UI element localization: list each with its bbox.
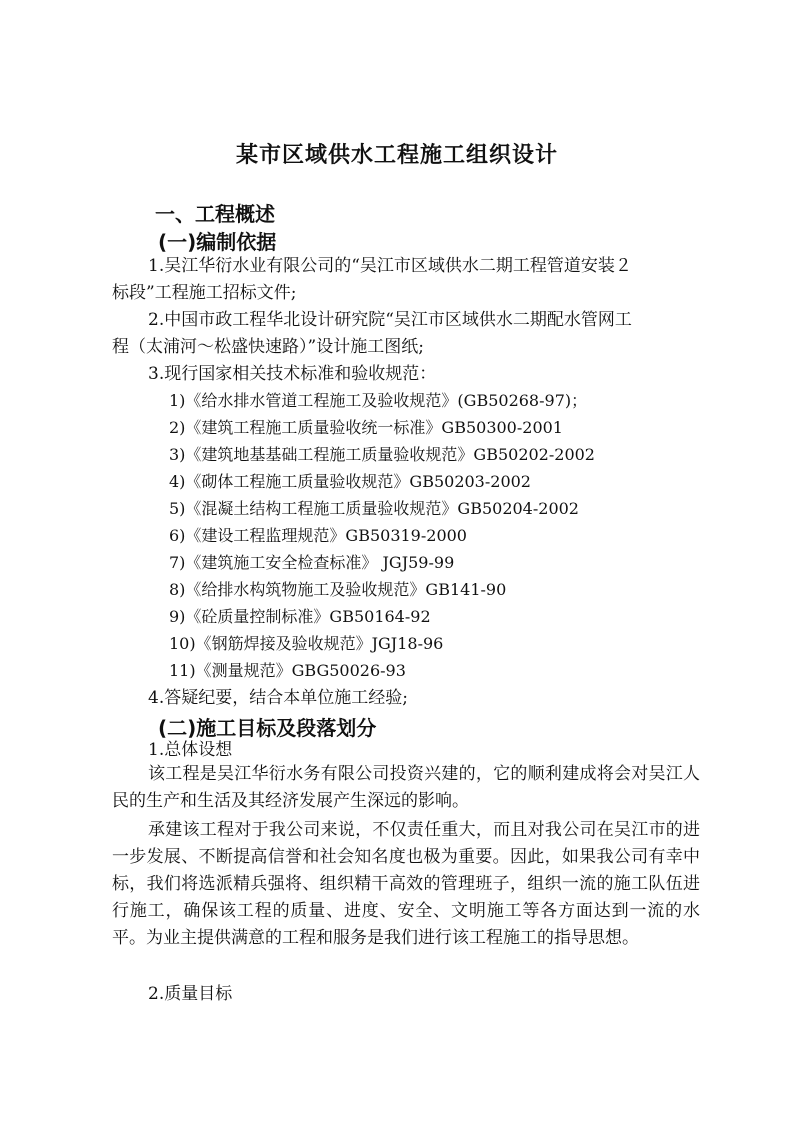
standard-item: 2)《建筑工程施工质量验收统一标准》GB50300-2001	[169, 418, 563, 437]
basis-line-4: 程（太浦河～松盛快速路）”设计施工图纸;	[112, 337, 424, 357]
quality-goal-heading: 2.质量目标	[148, 984, 233, 1004]
standard-item: 4)《砌体工程施工质量验收规范》GB50203-2002	[169, 472, 531, 491]
standard-item: 8)《给排水构筑物施工及验收规范》GB141-90	[169, 580, 507, 599]
section-heading-overview: 一、工程概述	[155, 202, 275, 226]
standard-item: 3)《建筑地基基础工程施工质量验收规范》GB50202-2002	[169, 445, 595, 464]
standard-item: 9)《砼质量控制标准》GB50164-92	[169, 607, 431, 626]
overall-plan-heading: 1.总体设想	[148, 740, 233, 760]
paragraph-commitment: 承建该工程对于我公司来说，不仅责任重大，而且对我公司在吴江市的进一步发展、不断提高信誉和社会知名度也极为重要。因此，如果我公司有幸中标，我们将选派精兵强将、组织精干高效的管理班子，组织一流的施工队伍进行施工，确保该工程的质量、进度、安全、文明施工等各方面达到一流的水平。为业主提供满意的工程和服务是我们进行该工程施工的指导思想。	[112, 820, 700, 948]
standard-item: 6)《建设工程监理规范》GB50319-2000	[169, 526, 467, 545]
basis-line-5: 3.现行国家相关技术标准和验收规范：	[148, 364, 437, 384]
standard-item: 5)《混凝土结构工程施工质量验收规范》GB50204-2002	[169, 499, 579, 518]
basis-line-1: 1.吴江华衍水业有限公司的“吴江市区域供水二期工程管道安装２	[148, 256, 632, 276]
basis-line-2: 标段”工程施工招标文件;	[112, 283, 297, 303]
subsection-heading-goals: (二)施工目标及段落划分	[158, 716, 377, 740]
subsection-heading-basis: (一)编制依据	[158, 230, 277, 254]
paragraph-overview: 该工程是吴江华衍水务有限公司投资兴建的，它的顺利建成将会对吴江人民的生产和生活及其经济发展产生深远的影响。	[112, 764, 700, 811]
standard-item: 7)《建筑施工安全检查标准》 JGJ59-99	[169, 553, 455, 572]
basis-line-3: 2.中国市政工程华北设计研究院“吴江市区域供水二期配水管网工	[148, 310, 632, 330]
standard-item: 10)《钢筋焊接及验收规范》JGJ18-96	[169, 634, 444, 653]
standard-item: 11)《测量规范》GBG50026-93	[169, 661, 406, 680]
standard-item: 1)《给水排水管道工程施工及验收规范》(GB50268-97)；	[169, 391, 588, 410]
document-title: 某市区域供水工程施工组织设计	[235, 143, 558, 168]
basis-item-4: 4.答疑纪要，结合本单位施工经验;	[148, 688, 408, 708]
